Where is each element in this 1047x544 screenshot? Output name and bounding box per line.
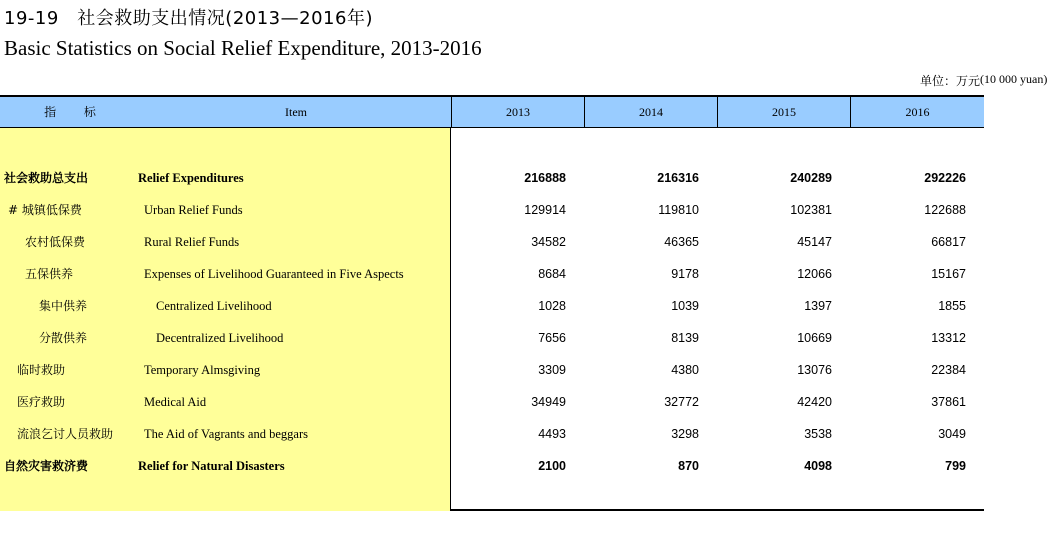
value-2014: 32772 — [664, 395, 699, 409]
table-row — [0, 359, 984, 381]
value-2013: 4493 — [538, 427, 566, 441]
row-label-cn: # 城镇低保费 — [8, 203, 82, 217]
value-2016: 22384 — [931, 363, 966, 377]
value-2016: 122688 — [924, 203, 966, 217]
row-label-cn: 农村低保费 — [25, 235, 86, 249]
value-2013: 1028 — [538, 299, 566, 313]
value-2015: 240289 — [790, 171, 832, 185]
row-label-en: Relief Expenditures — [138, 171, 244, 185]
header-item: Item — [285, 105, 307, 119]
value-2013: 3309 — [538, 363, 566, 377]
value-2015: 102381 — [790, 203, 832, 217]
value-2014: 4380 — [671, 363, 699, 377]
value-2013: 34949 — [531, 395, 566, 409]
value-2015: 12066 — [797, 267, 832, 281]
row-label-cn: 医疗救助 — [17, 395, 66, 409]
value-2015: 45147 — [797, 235, 832, 249]
row-label-en: Medical Aid — [144, 395, 207, 409]
value-2013: 8684 — [538, 267, 566, 281]
page-title-english: Basic Statistics on Social Relief Expenditure, 2013-2016 — [4, 36, 482, 60]
value-2014: 870 — [678, 459, 699, 473]
value-2014: 216316 — [657, 171, 699, 185]
row-label-en: The Aid of Vagrants and beggars — [144, 427, 308, 441]
value-2013: 7656 — [538, 331, 566, 345]
value-2015: 3538 — [804, 427, 832, 441]
row-label-cn: 集中供养 — [39, 299, 88, 313]
row-label-cn: 社会救助总支出 — [4, 171, 89, 185]
value-2013: 34582 — [531, 235, 566, 249]
value-2016: 799 — [945, 459, 966, 473]
row-label-en: Decentralized Livelihood — [156, 331, 284, 345]
value-2013: 216888 — [524, 171, 566, 185]
row-label-en: Centralized Livelihood — [156, 299, 272, 313]
table-header — [0, 97, 984, 128]
header-year-2016: 2016 — [850, 97, 984, 127]
row-label-cn: 分散供养 — [39, 331, 88, 345]
row-label-en: Expenses of Livelihood Guaranteed in Five Aspects — [144, 267, 404, 281]
header-year-2013: 2013 — [451, 97, 584, 127]
value-2016: 15167 — [931, 267, 966, 281]
value-2014: 119810 — [658, 203, 699, 217]
unit-label-cn: 单位：万元 — [919, 74, 980, 88]
value-2014: 3298 — [671, 427, 699, 441]
table-row — [0, 423, 984, 445]
table-row — [0, 455, 984, 477]
table-row — [0, 327, 984, 349]
value-2015: 4098 — [804, 459, 832, 473]
statistics-table — [0, 95, 984, 511]
row-label-en: Rural Relief Funds — [144, 235, 240, 249]
row-label-cn: 五保供养 — [25, 267, 74, 281]
header-year-2014: 2014 — [584, 97, 717, 127]
row-label-en: Temporary Almsgiving — [144, 363, 261, 377]
value-2014: 9178 — [671, 267, 699, 281]
value-2016: 66817 — [931, 235, 966, 249]
row-label-en: Relief for Natural Disasters — [138, 459, 285, 473]
table-row — [0, 391, 984, 413]
value-2013: 129914 — [524, 203, 566, 217]
row-label-cn: 流浪乞讨人员救助 — [17, 427, 114, 441]
unit-label-en: (10 000 yuan) — [980, 72, 1047, 86]
value-2016: 13312 — [931, 331, 966, 345]
header-year-2015: 2015 — [717, 97, 850, 127]
table-row — [0, 295, 984, 317]
value-2015: 10669 — [797, 331, 832, 345]
value-2016: 1855 — [938, 299, 966, 313]
value-2016: 292226 — [924, 171, 966, 185]
page-title-chinese: 19-19 社会救助支出情况(2013—2016年) — [4, 8, 373, 29]
value-2016: 3049 — [938, 427, 966, 441]
row-label-cn: 临时救助 — [17, 363, 66, 377]
table-row — [0, 263, 984, 285]
table-row — [0, 199, 984, 221]
value-2014: 1039 — [671, 299, 699, 313]
value-2015: 42420 — [797, 395, 832, 409]
value-2013: 2100 — [538, 459, 566, 473]
value-2015: 13076 — [797, 363, 832, 377]
value-2014: 46365 — [664, 235, 699, 249]
value-2014: 8139 — [671, 331, 699, 345]
row-label-cn: 自然灾害救济费 — [4, 459, 89, 473]
unit-label — [919, 72, 1047, 89]
header-indicator: 指 标 — [44, 105, 108, 119]
table-row — [0, 167, 984, 189]
value-2015: 1397 — [804, 299, 832, 313]
value-2016: 37861 — [931, 395, 966, 409]
table-row — [0, 231, 984, 253]
row-label-en: Urban Relief Funds — [144, 203, 243, 217]
